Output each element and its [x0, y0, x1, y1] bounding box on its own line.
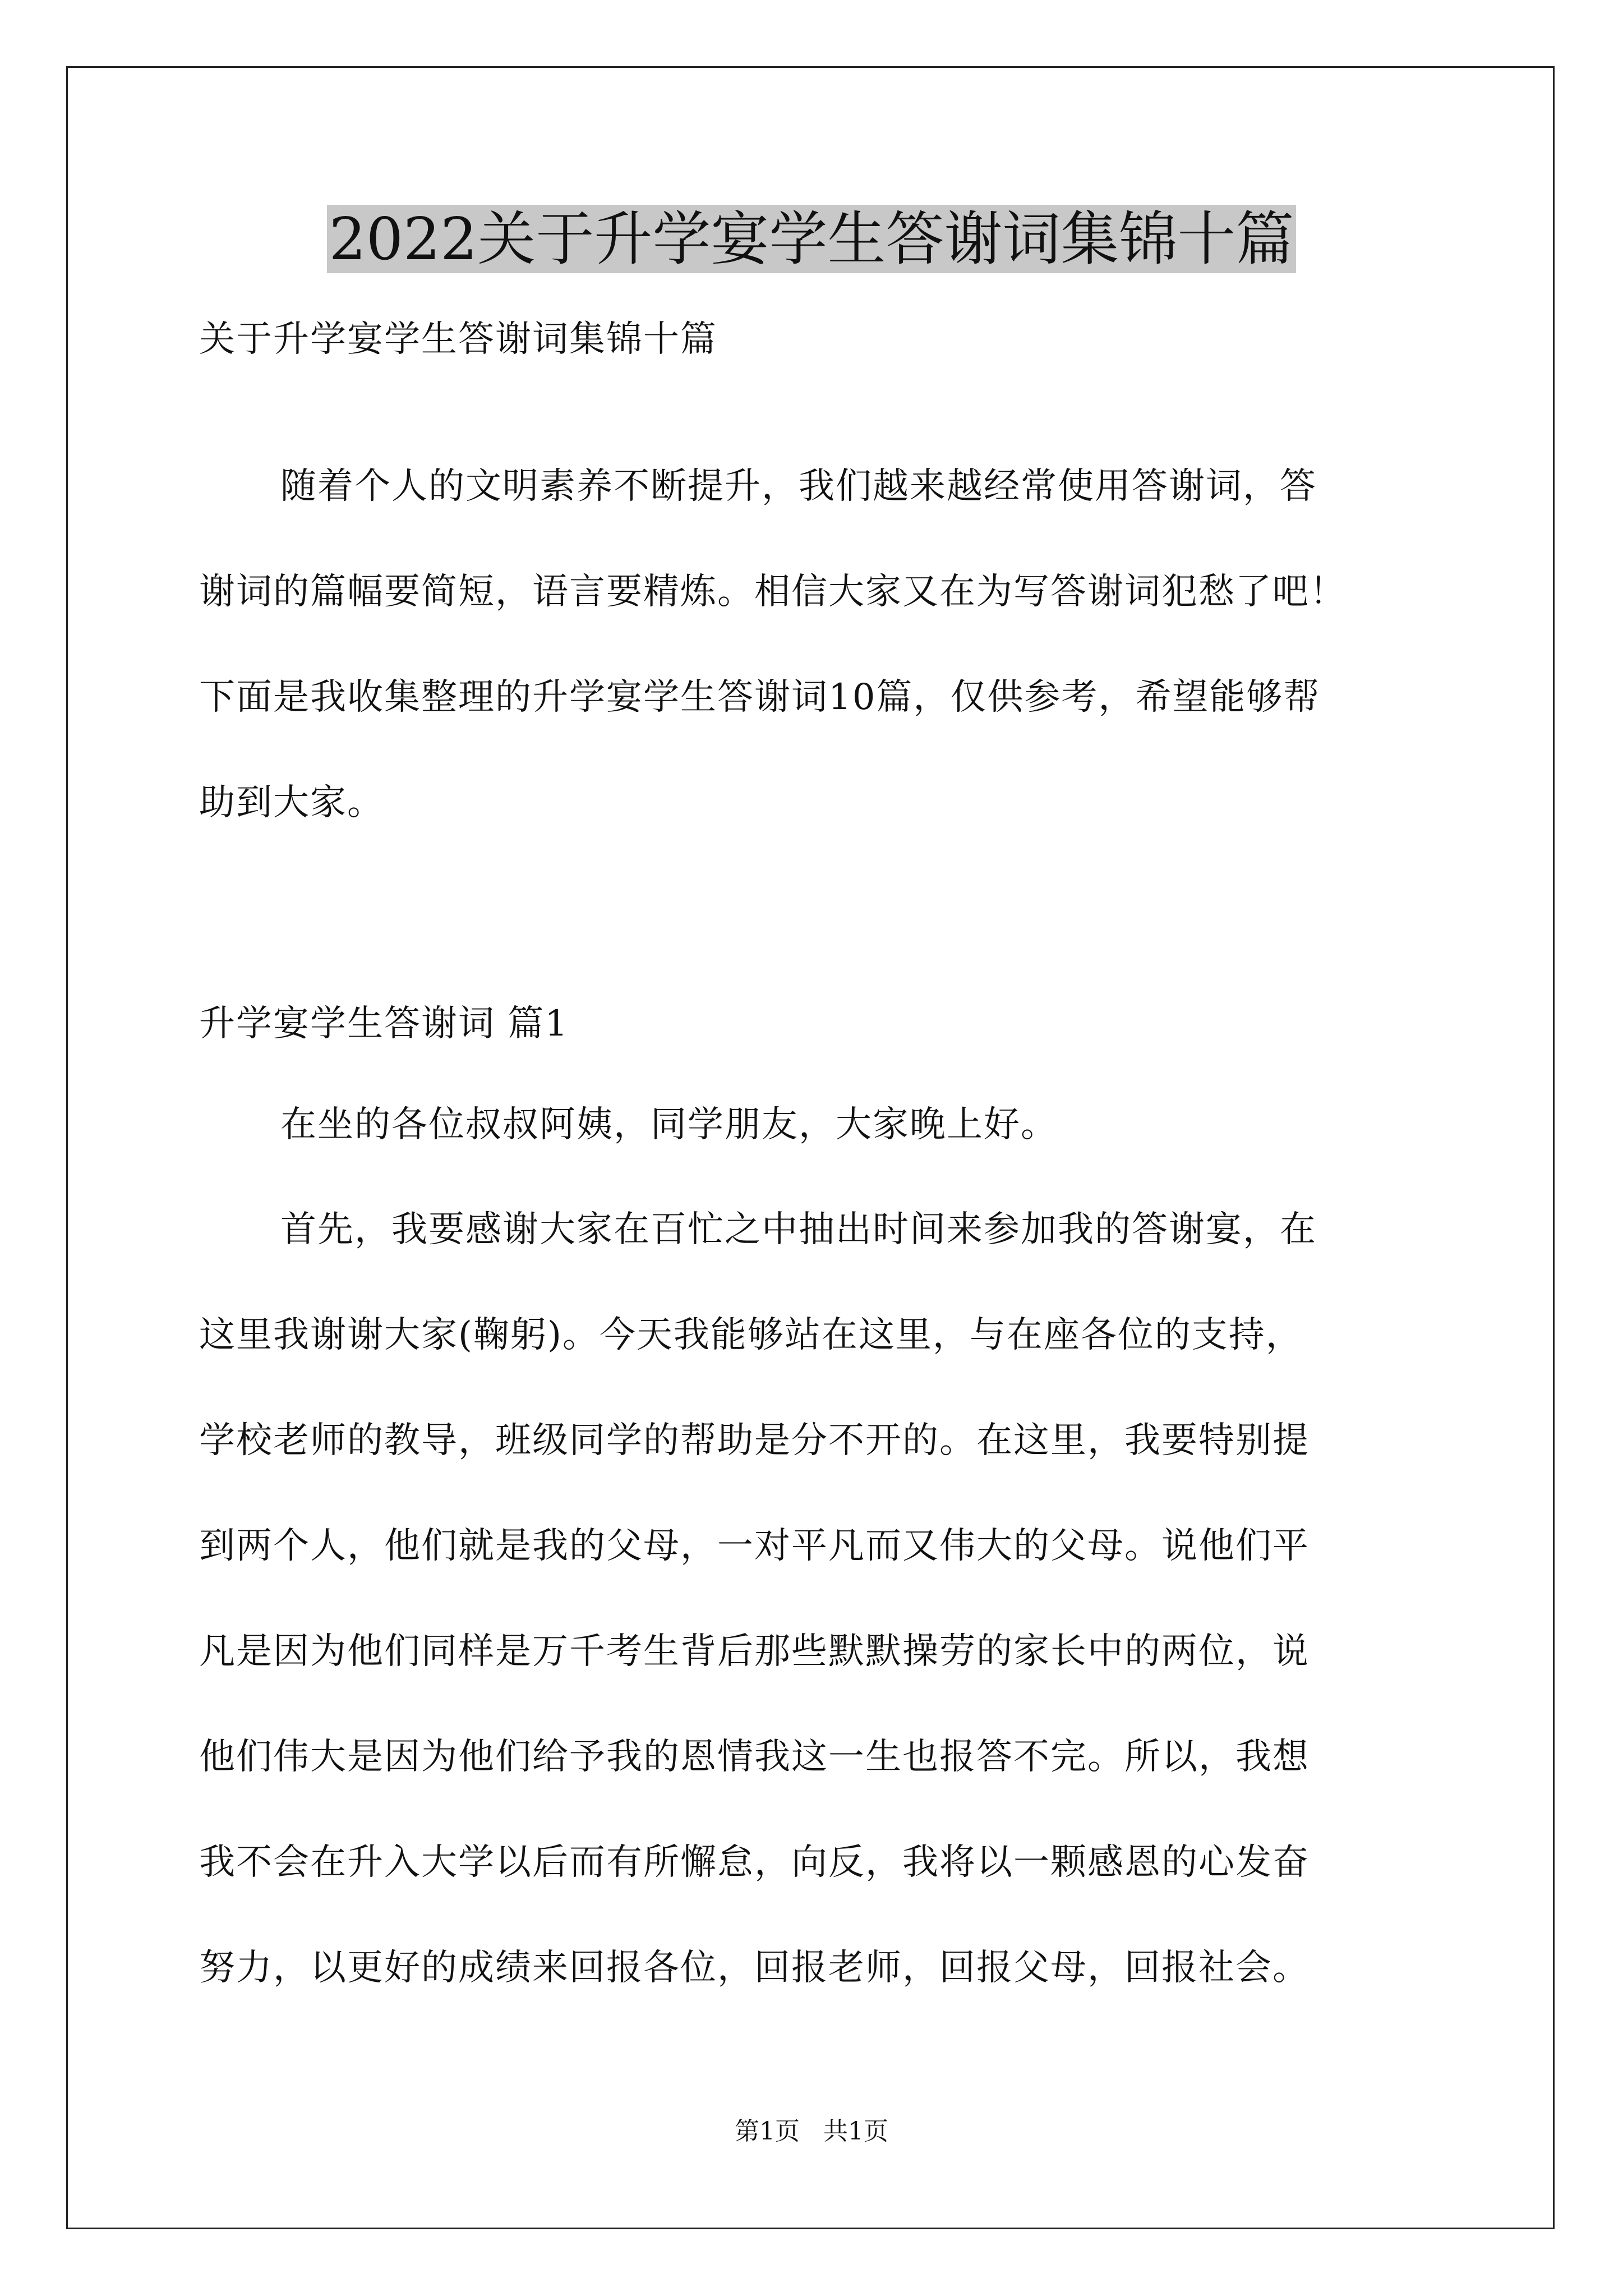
body-line: 首先，我要感谢大家在百忙之中抽出时间来参加我的答谢宴，在 [280, 1209, 1317, 1250]
intro-line: 谢词的篇幅要简短，语言要精炼。相信大家又在为写答谢词犯愁了吧！ [199, 571, 1347, 613]
body-line: 凡是因为他们同样是万千考生背后那些默默操劳的家长中的两位，说 [199, 1631, 1310, 1672]
body-line: 学校老师的教导，班级同学的帮助是分不开的。在这里，我要特别提 [199, 1420, 1310, 1461]
greeting-paragraph: 在坐的各位叔叔阿姨，同学朋友，大家晚上好。 [280, 1104, 1058, 1145]
body-line: 到两个人，他们就是我的父母，一对平凡而又伟大的父母。说他们平 [199, 1525, 1310, 1567]
intro-line: 随着个人的文明素养不断提升，我们越来越经常使用答谢词，答 [280, 466, 1317, 507]
document-title-text: 2022关于升学宴学生答谢词集锦十篇 [327, 205, 1297, 273]
page-border [66, 66, 1555, 2229]
body-line: 我不会在升入大学以后而有所懈怠，向反，我将以一颗感恩的心发奋 [199, 1842, 1310, 1883]
body-line: 这里我谢谢大家(鞠躬)。今天我能够站在这里，与在座各位的支持， [199, 1314, 1303, 1356]
intro-line: 下面是我收集整理的升学宴学生答谢词10篇，仅供参考，希望能够帮 [199, 677, 1321, 718]
body-line: 他们伟大是因为他们给予我的恩情我这一生也报答不完。所以，我想 [199, 1736, 1310, 1778]
intro-line: 助到大家。 [199, 782, 384, 823]
body-line: 努力，以更好的成绩来回报各位，回报老师，回报父母，回报社会。 [199, 1947, 1310, 1989]
page-footer: 第1页 共1页 [735, 2117, 888, 2146]
document-subtitle: 关于升学宴学生答谢词集锦十篇 [199, 319, 717, 360]
document-title [0, 205, 1623, 290]
section-heading: 升学宴学生答谢词 篇1 [199, 1003, 569, 1045]
